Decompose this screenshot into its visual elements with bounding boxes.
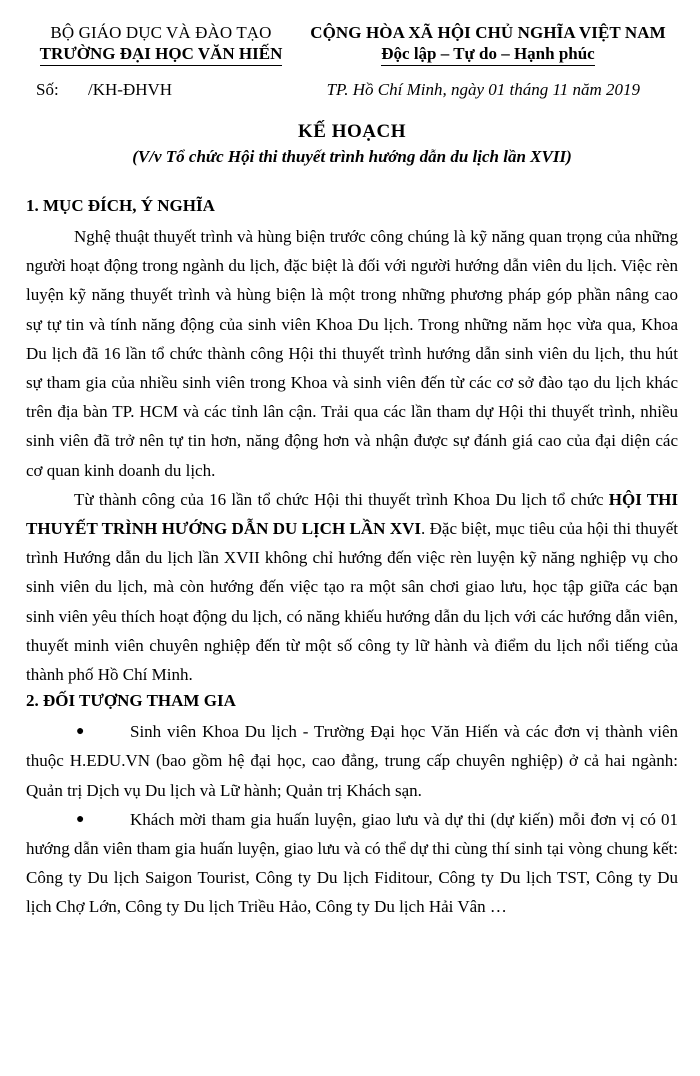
- reference-line: [26, 79, 678, 101]
- national-motto: Độc lập – Tự do – Hạnh phúc: [381, 43, 594, 66]
- section-1-paragraph-2: [26, 485, 678, 689]
- number-label: Số:: [36, 80, 59, 99]
- country-name: CỘNG HÒA XÃ HỘI CHỦ NGHĨA VIỆT NAM: [310, 23, 666, 42]
- document-subtitle: (V/v Tổ chức Hội thi thuyết trình hướng dẫn du lịch lần XVII): [132, 147, 572, 166]
- number-code: /KH-ĐHVH: [88, 80, 173, 99]
- bullet-item: [26, 717, 678, 805]
- bullet-item: [26, 805, 678, 922]
- bullet-icon: ●: [76, 724, 85, 740]
- section-1-paragraph-1: Nghệ thuật thuyết trình và hùng biện trước công chúng là kỹ năng quan trọng của những người hoạt động trong ngành du lịch, đặc biệt là đối với người hướng dẫn viên du lịch. Việc rèn luyện kỹ năng thuyết trình và hùng biện là một trong những phương pháp góp phần nâng cao sự tự tin và tính năng động của sinh viên Khoa Du lịch. Trong những năm học vừa qua, Khoa Du lịch đã 16 lần tổ chức thành công Hội thi thuyết trình hướng dẫn sinh viên du lịch, thu hút sự tham gia của nhiều sinh viên trong Khoa và sinh viên đến từ các cơ sở đào tạo du lịch khác trên địa bàn TP. HCM và các tỉnh lân cận. Trải qua các lần tham dự Hội thi thuyết trình, nhiều sinh viên đã trở nên tự tin hơn, năng động hơn và nhận được sự đánh giá cao của đại diện các cơ quan kinh doanh du lịch.: [26, 227, 678, 480]
- bullet-text: Khách mời tham gia huấn luyện, giao lưu và dự thi (dự kiến) mỗi đơn vị có 01 hướng dẫn viên tham gia huấn luyện, giao lưu và có thể dự thi cùng thí sinh tại vòng chung kết: Công ty Du lịch Saigon Tourist, Công ty Du lịch Fiditour, Công ty Du lịch TST, Công ty Du lịch Chợ Lớn, Công ty Du lịch Triều Hảo, Công ty Du lịch Hải Vân …: [26, 809, 678, 917]
- place-date: TP. Hồ Chí Minh, ngày 01 tháng 11 năm 2019: [326, 80, 640, 99]
- document-header: [26, 0, 678, 66]
- paragraph-2-start: Từ thành công của 16 lần tổ chức Hội thi thuyết trình Khoa Du lịch tổ chức: [74, 489, 604, 509]
- document-title: KẾ HOẠCH: [298, 121, 406, 142]
- section-2-heading: 2. ĐỐI TƯỢNG THAM GIA: [26, 691, 236, 711]
- school-name-wrapper: [26, 43, 296, 66]
- bullet-text: Sinh viên Khoa Du lịch - Trường Đại học Văn Hiến và các đơn vị thành viên thuộc H.EDU.VN (bao gồm hệ đại học, cao đẳng, trung cấp chuyên nghiệp) ở cả hai ngành: Quản trị Dịch vụ Du lịch và Lữ hành; Quản trị Khách sạn.: [26, 722, 678, 800]
- national-motto-block: [298, 22, 678, 66]
- ministry-name: BỘ GIÁO DỤC VÀ ĐÀO TẠO: [50, 23, 272, 42]
- motto-wrapper: [298, 43, 678, 66]
- school-name: TRƯỜNG ĐẠI HỌC VĂN HIẾN: [40, 43, 283, 66]
- document-number: [26, 79, 286, 101]
- issuer-block: [26, 22, 296, 66]
- bullet-icon: ●: [76, 811, 85, 827]
- contest-name-bold: HỘI THI THUYẾT TRÌNH HƯỚNG DẪN DU LỊCH LẦN XVI: [26, 489, 679, 539]
- section-1-heading: 1. MỤC ĐÍCH, Ý NGHĨA: [26, 196, 215, 215]
- paragraph-2-end: . Đặc biệt, mục tiêu của hội thi thuyết trình Hướng dẫn du lịch lần XVII không chỉ hướng đến việc rèn luyện kỹ năng nghiệp vụ cho sinh viên du lịch, mà còn hướng đến việc tạo ra một sân chơi giao lưu, học tập giữa các bạn sinh viên yêu thích hoạt động du lịch, có năng khiếu hướng dẫn du lịch với các hướng dẫn viên, thuyết minh viên chuyên nghiệp đến từ một số công ty lữ hành và điểm du lịch nổi tiếng của thành phố Hồ Chí Minh.: [26, 519, 678, 685]
